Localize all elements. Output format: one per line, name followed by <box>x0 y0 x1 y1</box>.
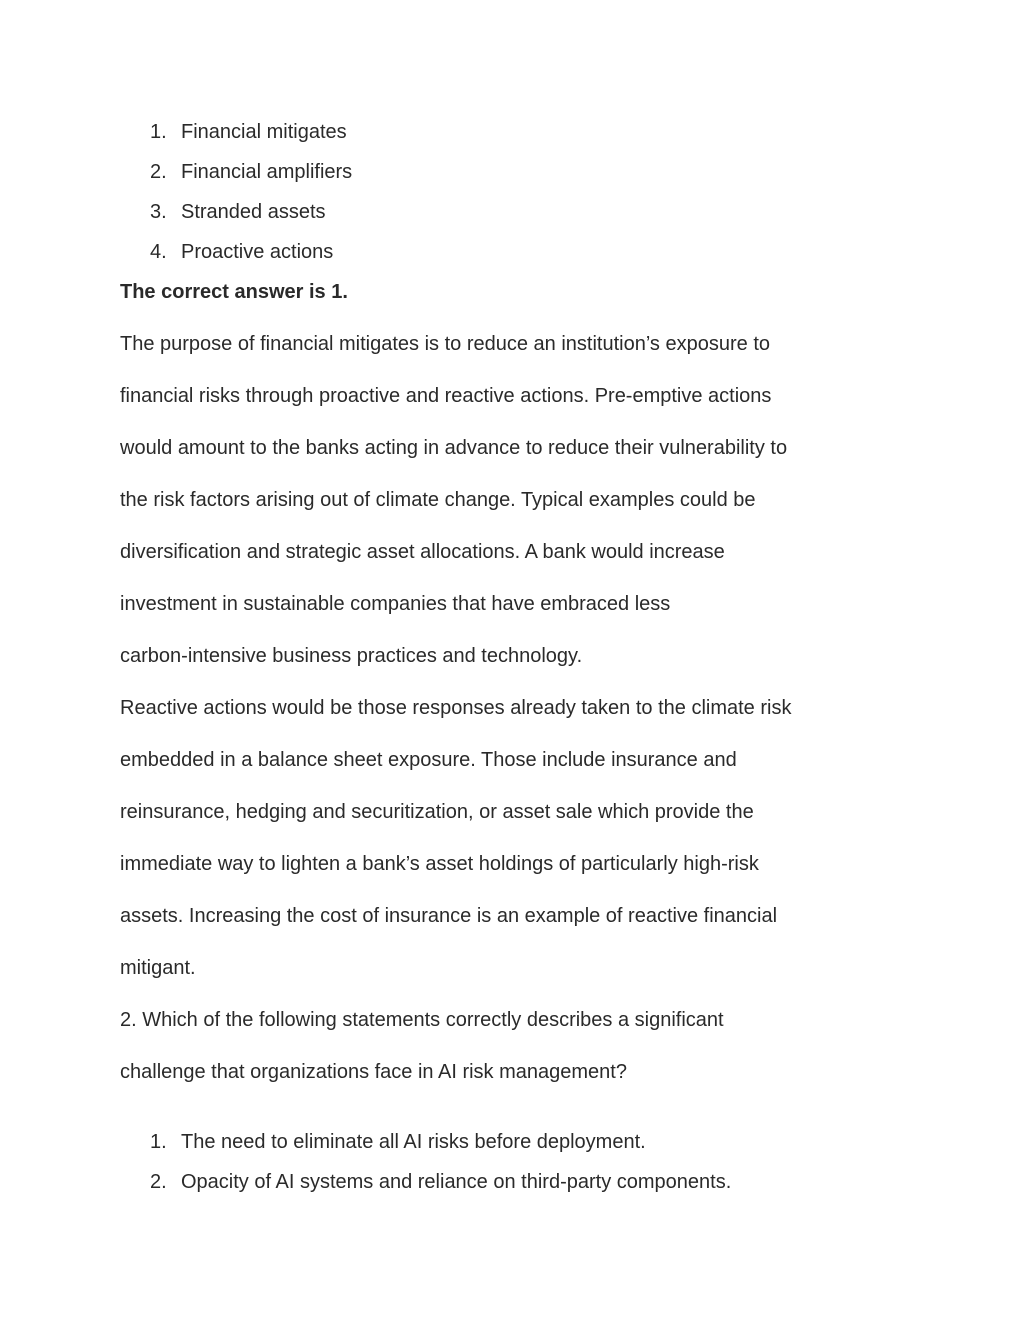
option-item <box>120 1122 920 1162</box>
explanation-line: assets. Increasing the cost of insurance is an example of reactive financial <box>120 905 778 927</box>
option-item <box>120 112 920 152</box>
explanation-line: Reactive actions would be those responses already taken to the climate risk <box>120 697 792 719</box>
option-number: 4. <box>150 241 167 263</box>
explanation-line: would amount to the banks acting in advance to reduce their vulnerability to <box>120 437 788 459</box>
option-number: 1. <box>150 1131 167 1153</box>
explanation-line: mitigant. <box>120 957 196 979</box>
option-item <box>120 232 920 272</box>
option-number: 3. <box>150 201 167 223</box>
option-text: Financial mitigates <box>181 121 347 143</box>
explanation-line: the risk factors arising out of climate change. Typical examples could be <box>120 489 756 511</box>
option-text: The need to eliminate all AI risks before deployment. <box>181 1131 646 1153</box>
option-item <box>120 192 920 232</box>
option-text: Proactive actions <box>181 241 334 263</box>
question-2-options <box>120 1122 920 1202</box>
explanation-line: investment in sustainable companies that have embraced less <box>120 593 671 615</box>
explanation-line: embedded in a balance sheet exposure. Those include insurance and <box>120 749 737 771</box>
option-number: 2. <box>150 161 167 183</box>
option-text: Financial amplifiers <box>181 161 353 183</box>
option-item <box>120 152 920 192</box>
question-2-prompt-line: challenge that organizations face in AI risk management? <box>120 1061 627 1083</box>
question-1-options <box>120 112 920 272</box>
option-text: Opacity of AI systems and reliance on third-party components. <box>181 1171 732 1193</box>
question-2-prompt-line: 2. Which of the following statements correctly describes a significant <box>120 1009 724 1031</box>
option-item <box>120 1162 920 1202</box>
correct-answer: The correct answer is 1. <box>120 281 348 303</box>
explanation-line: immediate way to lighten a bank’s asset holdings of particularly high-risk <box>120 853 759 875</box>
explanation-line: financial risks through proactive and reactive actions. Pre-emptive actions <box>120 385 772 407</box>
explanation-line: diversification and strategic asset allocations. A bank would increase <box>120 541 725 563</box>
option-text: Stranded assets <box>181 201 326 223</box>
explanation-line: The purpose of financial mitigates is to reduce an institution’s exposure to <box>120 333 770 355</box>
explanation-line: reinsurance, hedging and securitization, or asset sale which provide the <box>120 801 754 823</box>
option-number: 1. <box>150 121 167 143</box>
option-number: 2. <box>150 1171 167 1193</box>
explanation-line: carbon-intensive business practices and technology. <box>120 645 583 667</box>
